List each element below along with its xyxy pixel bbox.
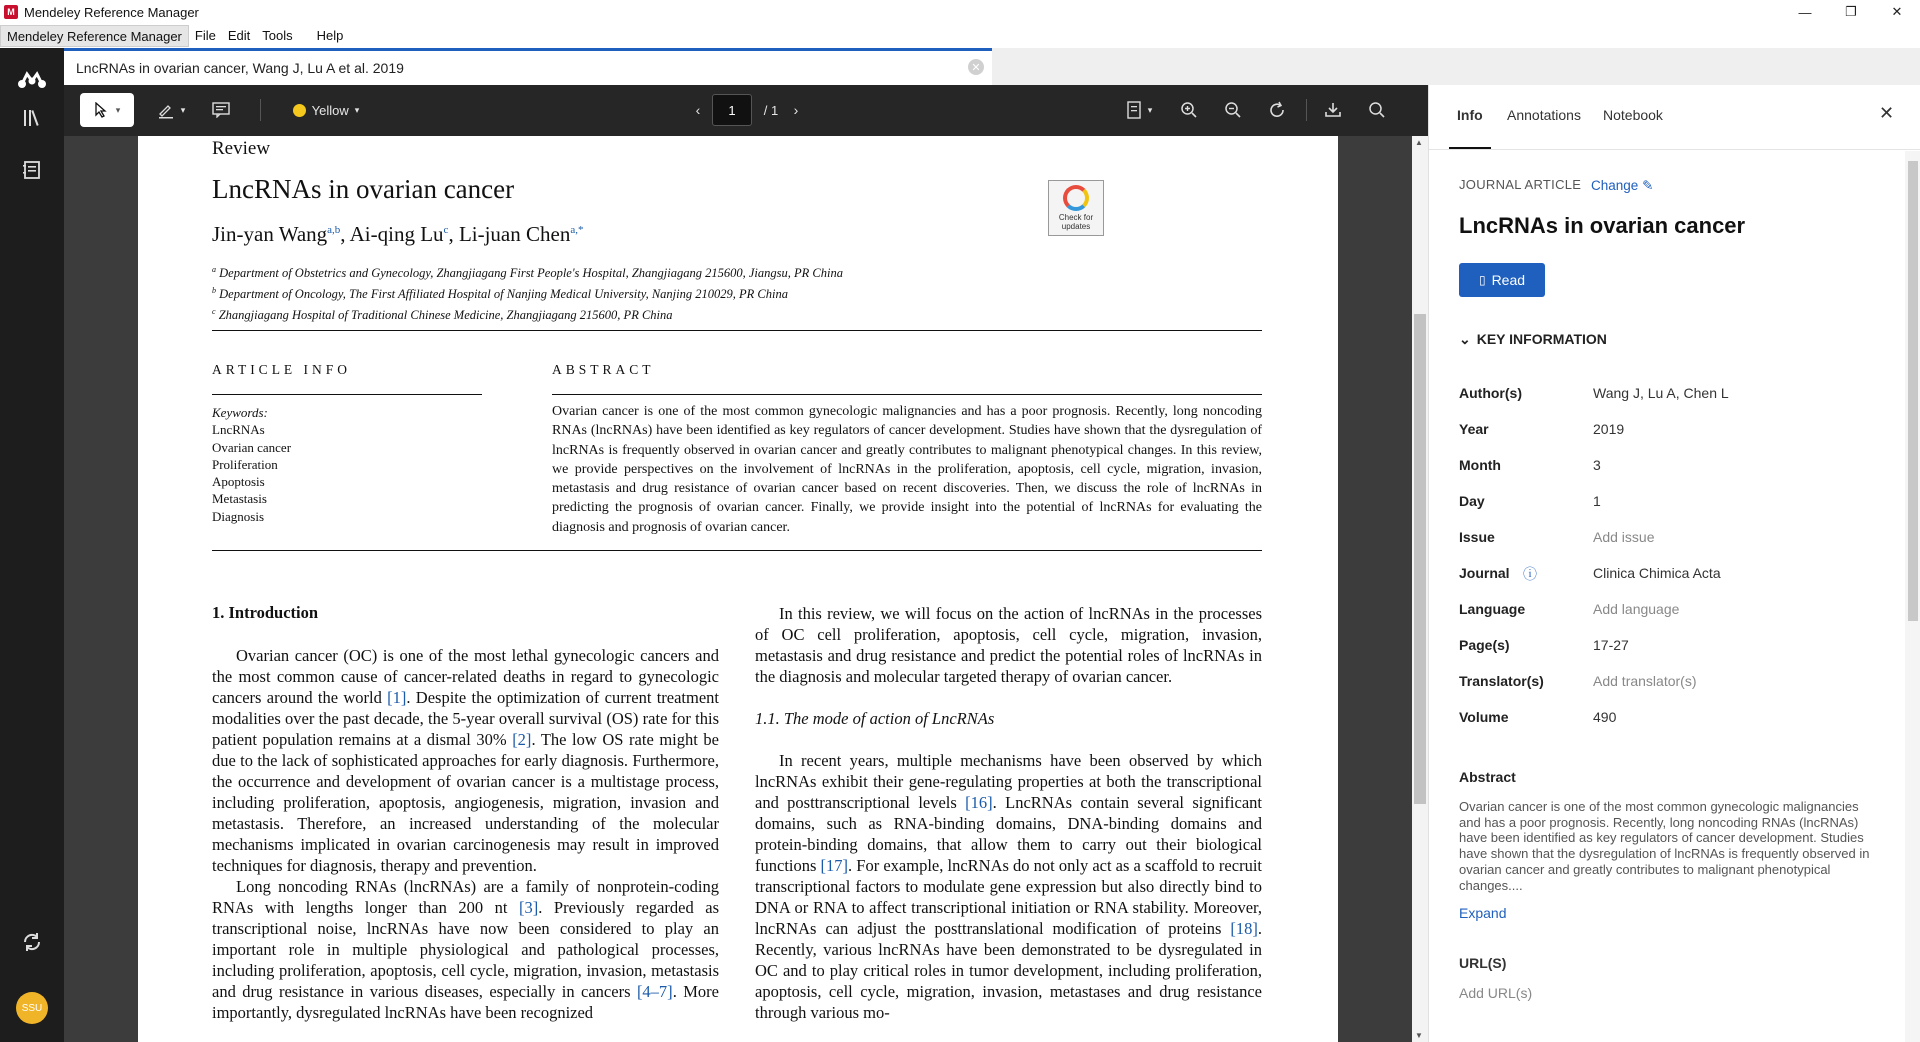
- tab-info[interactable]: Info: [1457, 107, 1483, 123]
- text-run: . Despite the optimization of current treatment modalities over the past decade, the 5-year overall survival (OS) rate for this patient population remains at a dismal 30%: [212, 688, 720, 749]
- change-type-link[interactable]: [1591, 178, 1653, 194]
- url-heading: URL(S): [1459, 955, 1507, 971]
- field-value-day[interactable]: 1: [1593, 493, 1601, 509]
- journal-info-icon[interactable]: ⓘ: [1523, 566, 1537, 582]
- viewer-scroll-thumb[interactable]: [1414, 314, 1426, 804]
- text-run: Ovarian cancer (OC) is one of the most lethal gynecologic cancers and the most common cause of cancer-related deaths in regard to gynecologic cancers around the world: [212, 646, 719, 707]
- abstract-bottom-rule: [212, 550, 1262, 551]
- keyword: Proliferation: [212, 456, 278, 472]
- key-information-heading: KEY INFORMATION: [1476, 331, 1607, 347]
- author-affiliation-sup: a,b: [327, 224, 341, 236]
- paper-title: LncRNAs in ovarian cancer: [212, 174, 515, 204]
- field-label-author-s: Author(s): [1459, 385, 1522, 401]
- affiliation-text: Zhangjiagang Hospital of Traditional Chinese Medicine, Zhangjiagang 215600, PR China: [218, 308, 673, 323]
- highlight-color-select[interactable]: [282, 93, 370, 127]
- panel-scroll-thumb[interactable]: [1908, 161, 1918, 621]
- check-for-updates-badge[interactable]: [1048, 180, 1104, 236]
- read-button[interactable]: [1459, 263, 1545, 297]
- abstract-heading: ABSTRACT: [552, 362, 655, 377]
- tab-annotations[interactable]: Annotations: [1507, 107, 1581, 123]
- keywords-label: Keywords:: [212, 405, 268, 420]
- maximize-button[interactable]: ❐: [1845, 4, 1857, 19]
- article-info-heading: ARTICLE INFO: [212, 362, 352, 377]
- menu-help[interactable]: Help: [316, 28, 344, 43]
- right-column-text: [755, 603, 1262, 1023]
- citation-link[interactable]: [17]: [820, 856, 849, 875]
- search-icon: [1368, 101, 1386, 119]
- text-run: In recent years, multiple mechanisms have been observed by which lncRNAs exhibit their gene-regulating properties at both the transcriptional and posttranscriptional levels: [755, 751, 1262, 812]
- paper-section-type: Review: [212, 138, 271, 159]
- field-value-year[interactable]: 2019: [1593, 421, 1625, 437]
- chevron-down-icon: ▾: [354, 104, 360, 115]
- field-value-author-s[interactable]: Wang J, Lu A, Chen L: [1593, 385, 1729, 401]
- toolbar-divider: [260, 99, 261, 121]
- page-number-input[interactable]: 1: [712, 94, 752, 126]
- select-tool-button[interactable]: [80, 93, 134, 127]
- citation-link[interactable]: [4–7]: [636, 982, 673, 1001]
- text-run: . The low OS rate might be due to the lack of sophisticated approaches for early diagnosis. Furthermore, the occurrence and development of ovarian cancer is a multistage process, including proliferation, apoptosis, angiogenesis, migration, invasion and metastasis. Therefore, an increased understanding of the molecular mechanisms implicated in ovarian carcinogenesis may result in improved techniques for diagnosis, therapy and prevention.: [212, 730, 719, 875]
- document-tab-strip: [0, 48, 1920, 85]
- document-tab-label: LncRNAs in ovarian cancer, Wang J, Lu A et al. 2019: [76, 60, 404, 76]
- view-mode-button[interactable]: [1116, 93, 1162, 127]
- library-icon[interactable]: [14, 100, 50, 136]
- field-label-volume: Volume: [1459, 709, 1509, 725]
- field-value-issue[interactable]: Add issue: [1593, 529, 1655, 545]
- comment-tool-button[interactable]: [204, 93, 238, 127]
- field-value-volume[interactable]: 490: [1593, 709, 1617, 725]
- field-label-month: Month: [1459, 457, 1501, 473]
- affiliation-text: Department of Obstetrics and Gynecology, Zhangjiagang First People's Hospital, Zhangjiagang 215600, Jiangsu, PR China: [219, 266, 843, 281]
- book-icon: ▯: [1478, 273, 1486, 287]
- viewer-scrollbar[interactable]: [1412, 136, 1428, 1042]
- page-total: / 1: [763, 102, 779, 118]
- affiliation-key: b: [212, 286, 216, 296]
- avatar-label: SSU: [21, 1002, 43, 1014]
- field-value-translator-s[interactable]: Add translator(s): [1593, 673, 1697, 689]
- key-information-toggle[interactable]: [1459, 331, 1607, 348]
- text-run: . LncRNAs contain several significant domains, such as RNA-binding domains, DNA-binding domains and protein-binding domains, that allow them to carry out their biological functions: [755, 793, 1262, 875]
- close-tab-icon[interactable]: ✕: [968, 59, 984, 75]
- field-label-day: Day: [1459, 493, 1485, 509]
- paragraph: [212, 645, 719, 876]
- sync-icon[interactable]: [14, 924, 50, 960]
- text-run: . Previously regarded as transcriptional noise, lncRNAs have now been considered to play an important role in multiple physiological and pathological processes, including proliferation, apoptosis, cell cycle, migration, invasion, metastasis and drug resistance in various diseases, especially in cancers: [212, 898, 719, 1001]
- next-page-button[interactable]: ›: [793, 102, 799, 118]
- panel-scrollbar[interactable]: [1905, 151, 1920, 1042]
- affiliation-key: a: [212, 265, 216, 274]
- field-value-journal[interactable]: Clinica Chimica Acta: [1593, 565, 1721, 581]
- keyword: Diagnosis: [212, 508, 264, 524]
- author-name: Ai-qing Lu: [349, 222, 444, 246]
- panel-abstract-text: Ovarian cancer is one of the most common gynecologic malignancies and has a poor prognosis. Recently, long noncoding RNAs (lncRNAs) have been identified as key regulators of cancer development. Studies have shown that the dysregulation of lncRNAs is frequently observed in ovarian cancer and greatly contributes to malignant phenotypical changes....: [1459, 799, 1870, 893]
- abstract-text: Ovarian cancer is one of the most common gynecologic malignancies and has a poor prognosis. Recently, long noncoding RNAs (lncRNAs) have been identified as key regulators of cancer development. Studies have shown that the dysregulation of lncRNAs is frequently observed in ovarian cancer and greatly contributes to malignant phenotypical changes. In this review, we provide perspectives on the involvement of lncRNAs in the proliferation, apoptosis, cell cycle, migration, invasion, metastasis and drug resistance of ovarian cancer based on recent discoveries. Then, we discuss the role of lncRNAs in predicting the prognosis of ovarian cancer. Finally, we provide insight into the potential of lncRNAs for evaluating the diagnosis and prognosis of ovarian cancer.: [552, 404, 1262, 535]
- header-rule: [212, 330, 1262, 331]
- abstract-rule: [552, 394, 1262, 395]
- citation-link[interactable]: [2]: [512, 730, 532, 749]
- rotate-button[interactable]: [1262, 93, 1292, 127]
- title-bar: [0, 0, 1920, 24]
- citation-link[interactable]: [3]: [519, 898, 539, 917]
- author-affiliation-sup: a,*: [570, 224, 584, 236]
- previous-page-button[interactable]: ‹: [695, 102, 701, 118]
- article-info-rule: [212, 394, 482, 395]
- field-label-journal: Journal: [1459, 565, 1510, 581]
- zoom-out-button[interactable]: [1218, 93, 1248, 127]
- text-run: . Recently, various lncRNAs have been demonstrated to be dysregulated in OC and to play critical roles in tumor development, including proliferation, apoptosis, cell cycle, migration, invasion, metastases and drug resistance through various mo-: [755, 919, 1262, 1022]
- read-button-label: Read: [1491, 272, 1526, 288]
- chevron-down-icon: ⌄: [1459, 331, 1471, 347]
- window-title: Mendeley Reference Manager: [24, 4, 199, 20]
- menu-bar: [0, 24, 1920, 48]
- panel-abstract-heading: Abstract: [1459, 769, 1516, 785]
- subsection-heading: 1.1. The mode of action of LncRNAs: [755, 709, 995, 728]
- text-run: Long noncoding RNAs (lncRNAs) are a family of nonprotein-coding RNAs with lengths longer than 200 nt: [212, 877, 719, 917]
- keyword: Ovarian cancer: [212, 439, 292, 455]
- page-view-icon: [1126, 101, 1142, 119]
- notebook-icon[interactable]: [14, 152, 50, 188]
- introduction-heading: 1. Introduction: [212, 603, 319, 622]
- cursor-arrow-icon: [94, 102, 108, 118]
- mendeley-app-icon: M: [4, 5, 18, 19]
- affiliation-key: c: [212, 307, 216, 317]
- yellow-swatch-icon: [293, 104, 306, 117]
- paper-affiliations: [212, 261, 843, 324]
- highlight-tool-button[interactable]: [148, 93, 194, 127]
- pdf-viewer[interactable]: [64, 136, 1428, 1042]
- check-for-updates-label: Check for updates: [1058, 213, 1094, 231]
- keywords-block: [212, 404, 291, 525]
- keyword: Metastasis: [212, 491, 267, 507]
- text-run: . More importantly, dysregulated lncRNAs have been recognized: [212, 982, 719, 1022]
- citation-link[interactable]: [1]: [387, 688, 407, 707]
- paragraph: [212, 876, 719, 1023]
- author-affiliation-sup: c: [443, 224, 449, 236]
- zoom-in-button[interactable]: [1174, 93, 1204, 127]
- menu-app[interactable]: Mendeley Reference Manager: [0, 25, 189, 47]
- crossmark-icon: [1063, 185, 1089, 211]
- tab-notebook[interactable]: Notebook: [1603, 107, 1663, 123]
- field-value-language[interactable]: Add language: [1593, 601, 1680, 617]
- field-label-translator-s: Translator(s): [1459, 673, 1544, 689]
- menu-edit[interactable]: Edit: [227, 28, 251, 43]
- download-button[interactable]: [1318, 93, 1348, 127]
- download-icon: [1324, 101, 1342, 119]
- paragraph: [755, 750, 1262, 1023]
- author-name: Li-juan Chen: [458, 222, 571, 246]
- scroll-down-arrow-icon[interactable]: ▼: [1415, 1031, 1423, 1040]
- chevron-down-icon: ▾: [115, 104, 121, 115]
- affiliation-text: Department of Oncology, The First Affiliated Hospital of Nanjing Medical University, Nanjing 210029, PR China: [219, 287, 788, 302]
- field-value-month[interactable]: 3: [1593, 457, 1601, 473]
- chevron-down-icon: ▾: [180, 104, 186, 115]
- rotate-icon: [1268, 101, 1286, 119]
- left-navigation-rail: [0, 48, 64, 1042]
- details-panel: [1428, 85, 1920, 1042]
- scroll-up-arrow-icon[interactable]: ▲: [1415, 138, 1423, 147]
- zoom-out-icon: [1224, 101, 1242, 119]
- pdf-toolbar: [64, 85, 1428, 136]
- panel-document-title: LncRNAs in ovarian cancer: [1459, 213, 1746, 238]
- minimize-button[interactable]: —: [1798, 4, 1812, 20]
- highlighter-icon: [157, 101, 175, 119]
- toolbar-divider: [1306, 99, 1307, 121]
- paper-authors: Jin-yan Wang$^{a,b}$, Ai-qing Lu$^c$, Li-juan Chen$^{a,*}$: [212, 222, 584, 246]
- change-type-label: Change: [1591, 178, 1639, 193]
- document-tab[interactable]: [64, 48, 992, 85]
- close-panel-icon[interactable]: ✕: [1879, 103, 1895, 123]
- field-label-language: Language: [1459, 601, 1526, 617]
- menu-file[interactable]: File: [194, 28, 216, 43]
- keyword: Apoptosis: [212, 474, 265, 490]
- left-column-text: [212, 645, 719, 1023]
- search-button[interactable]: [1362, 93, 1392, 127]
- expand-abstract-link[interactable]: Expand: [1459, 905, 1507, 921]
- document-type-label: JOURNAL ARTICLE: [1459, 177, 1582, 192]
- field-label-year: Year: [1459, 421, 1489, 437]
- user-avatar[interactable]: [16, 992, 48, 1024]
- keyword: LncRNAs: [212, 422, 265, 438]
- author-name: Jin-yan Wang: [212, 222, 328, 246]
- close-window-button[interactable]: ✕: [1891, 4, 1903, 19]
- menu-tools[interactable]: Tools: [262, 28, 293, 43]
- comment-icon: [212, 102, 230, 118]
- citation-link[interactable]: [18]: [1230, 919, 1258, 938]
- mendeley-logo-icon[interactable]: [14, 62, 50, 98]
- chevron-down-icon: ▾: [1147, 104, 1153, 115]
- pdf-page[interactable]: [138, 136, 1338, 1042]
- field-label-page-s: Page(s): [1459, 637, 1510, 653]
- tabs-divider: [1429, 149, 1920, 150]
- field-value-page-s[interactable]: 17-27: [1593, 637, 1629, 653]
- add-url-field[interactable]: Add URL(s): [1459, 985, 1533, 1001]
- text-run: . For example, lncRNAs do not only act as a scaffold to recruit transcriptional factors to modulate gene expression but also directly bind to DNA or RNA to affect transcriptional initiation or RNA stability. Moreover, lncRNAs can adjust the posttranslational modification of proteins: [755, 856, 1262, 938]
- zoom-in-icon: [1180, 101, 1198, 119]
- citation-link[interactable]: [16]: [965, 793, 993, 812]
- field-label-issue: Issue: [1459, 529, 1495, 545]
- highlight-color-label: Yellow: [311, 102, 349, 118]
- paragraph: In this review, we will focus on the action of lncRNAs in the processes of OC cell proliferation, apoptosis, cell cycle, migration, invasion, metastasis and drug resistance and predict the potential roles of lncRNAs in the diagnosis and molecular targeted therapy of ovarian cancer.: [755, 604, 1262, 686]
- pencil-icon: ✎: [1642, 178, 1654, 193]
